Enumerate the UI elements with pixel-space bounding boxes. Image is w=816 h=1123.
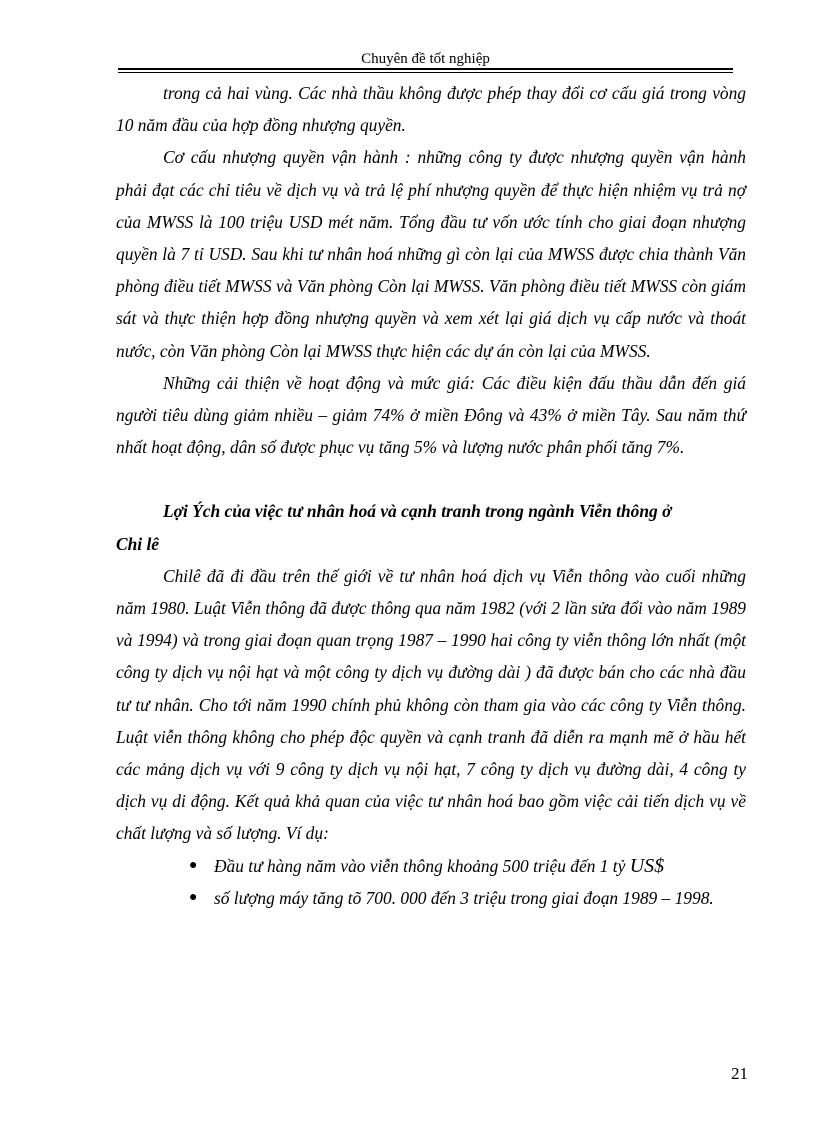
paragraph-contract-terms: trong cả hai vùng. Các nhà thầu không được phép thay đổi cơ cấu giá trong vòng 10 năm đầu của hợp đồng nhượng quyền. (116, 83, 746, 136)
page-header-title: Chuyên đề tốt nghiệp (361, 51, 490, 67)
page-number: 21 (731, 1064, 748, 1083)
section-heading: Lợi Ých của việc tư nhân hoá và cạnh tranh trong ngành Viễn thông ở (163, 501, 672, 522)
list-item (116, 882, 746, 914)
list-item (116, 850, 746, 882)
header-rule-thick (118, 68, 733, 70)
paragraph-operation-improvements: Những cải thiện về hoạt động và mức giá: Các điều kiện đấu thầu dẫn đến giá người tiêu dùng giảm nhiều – giảm 74% ở miền Đông và 43% ở miền Tây. Sau năm thứ nhất hoạt động, dân số được phục vụ tăng 5% và lượng nước phân phối tăng 7%. (116, 372, 746, 458)
header-rule-thin (118, 72, 733, 73)
paragraph-operating-concession: Cơ cấu nhượng quyền vận hành : những công ty được nhượng quyền vận hành phải đạt các chỉ tiêu về dịch vụ và trả lệ phí nhượng quyền để thực hiện nhiệm vụ trả nợ của MWSS là 100 triệu USD mét năm. Tổng đầu tư vốn ước tính cho giai đoạn nhượng quyền là 7 tỉ USD. Sau khi tư nhân hoá những gì còn lại của MWSS được chia thành Văn phòng điều tiết MWSS và Văn phòng Còn lại MWSS. Văn phòng điều tiết MWSS còn giám sát và thực thiện hợp đồng nhượng quyền và xem xét lại giá dịch vụ cấp nước và thoát nước, còn Văn phòng Còn lại MWSS thực hiện các dự án còn lại của MWSS. (116, 147, 746, 361)
section-heading-continuation: Chi lê (116, 533, 160, 554)
currency-unit: US$ (629, 854, 665, 877)
bullet-icon: ● (189, 889, 198, 905)
bullet-text-lines: số lượng máy tăng tõ 700. 000 đến 3 triệu trong giai đoạn 1989 – 1998. (214, 887, 714, 908)
bullet-text-investment: Đầu tư hàng năm vào viễn thông khoảng 500 triệu đến 1 tỷ (214, 855, 630, 876)
bullet-icon: ● (189, 857, 198, 873)
paragraph-chile-telecom: Chilê đã đi đầu trên thế giới về tư nhân hoá dịch vụ Viễn thông vào cuối những năm 1980. Luật Viễn thông đã được thông qua năm 1982 (với 2 lần sửa đổi vào năm 1989 và 1994) và trong giai đoạn quan trọng 1987 – 1990 hai công ty viễn thông lớn nhất (một công ty dịch vụ nội hạt và một công ty dịch vụ đường dài ) đã được bán cho các nhà đầu tư tư nhân. Cho tới năm 1990 chính phủ không còn tham gia vào các công ty Viễn thông. Luật viễn thông không cho phép độc quyền và cạnh tranh đã diễn ra mạnh mẽ ở hầu hết các mảng dịch vụ với 9 công ty dịch vụ nội hạt, 7 công ty dịch vụ đường dài, 4 công ty dịch vụ di động. Kết quả khả quan của việc tư nhân hoá bao gồm việc cải tiến dịch vụ về chất lượng và số lượng. Ví dụ: (116, 565, 746, 844)
bullet-list (116, 850, 746, 914)
document-body (116, 77, 746, 914)
